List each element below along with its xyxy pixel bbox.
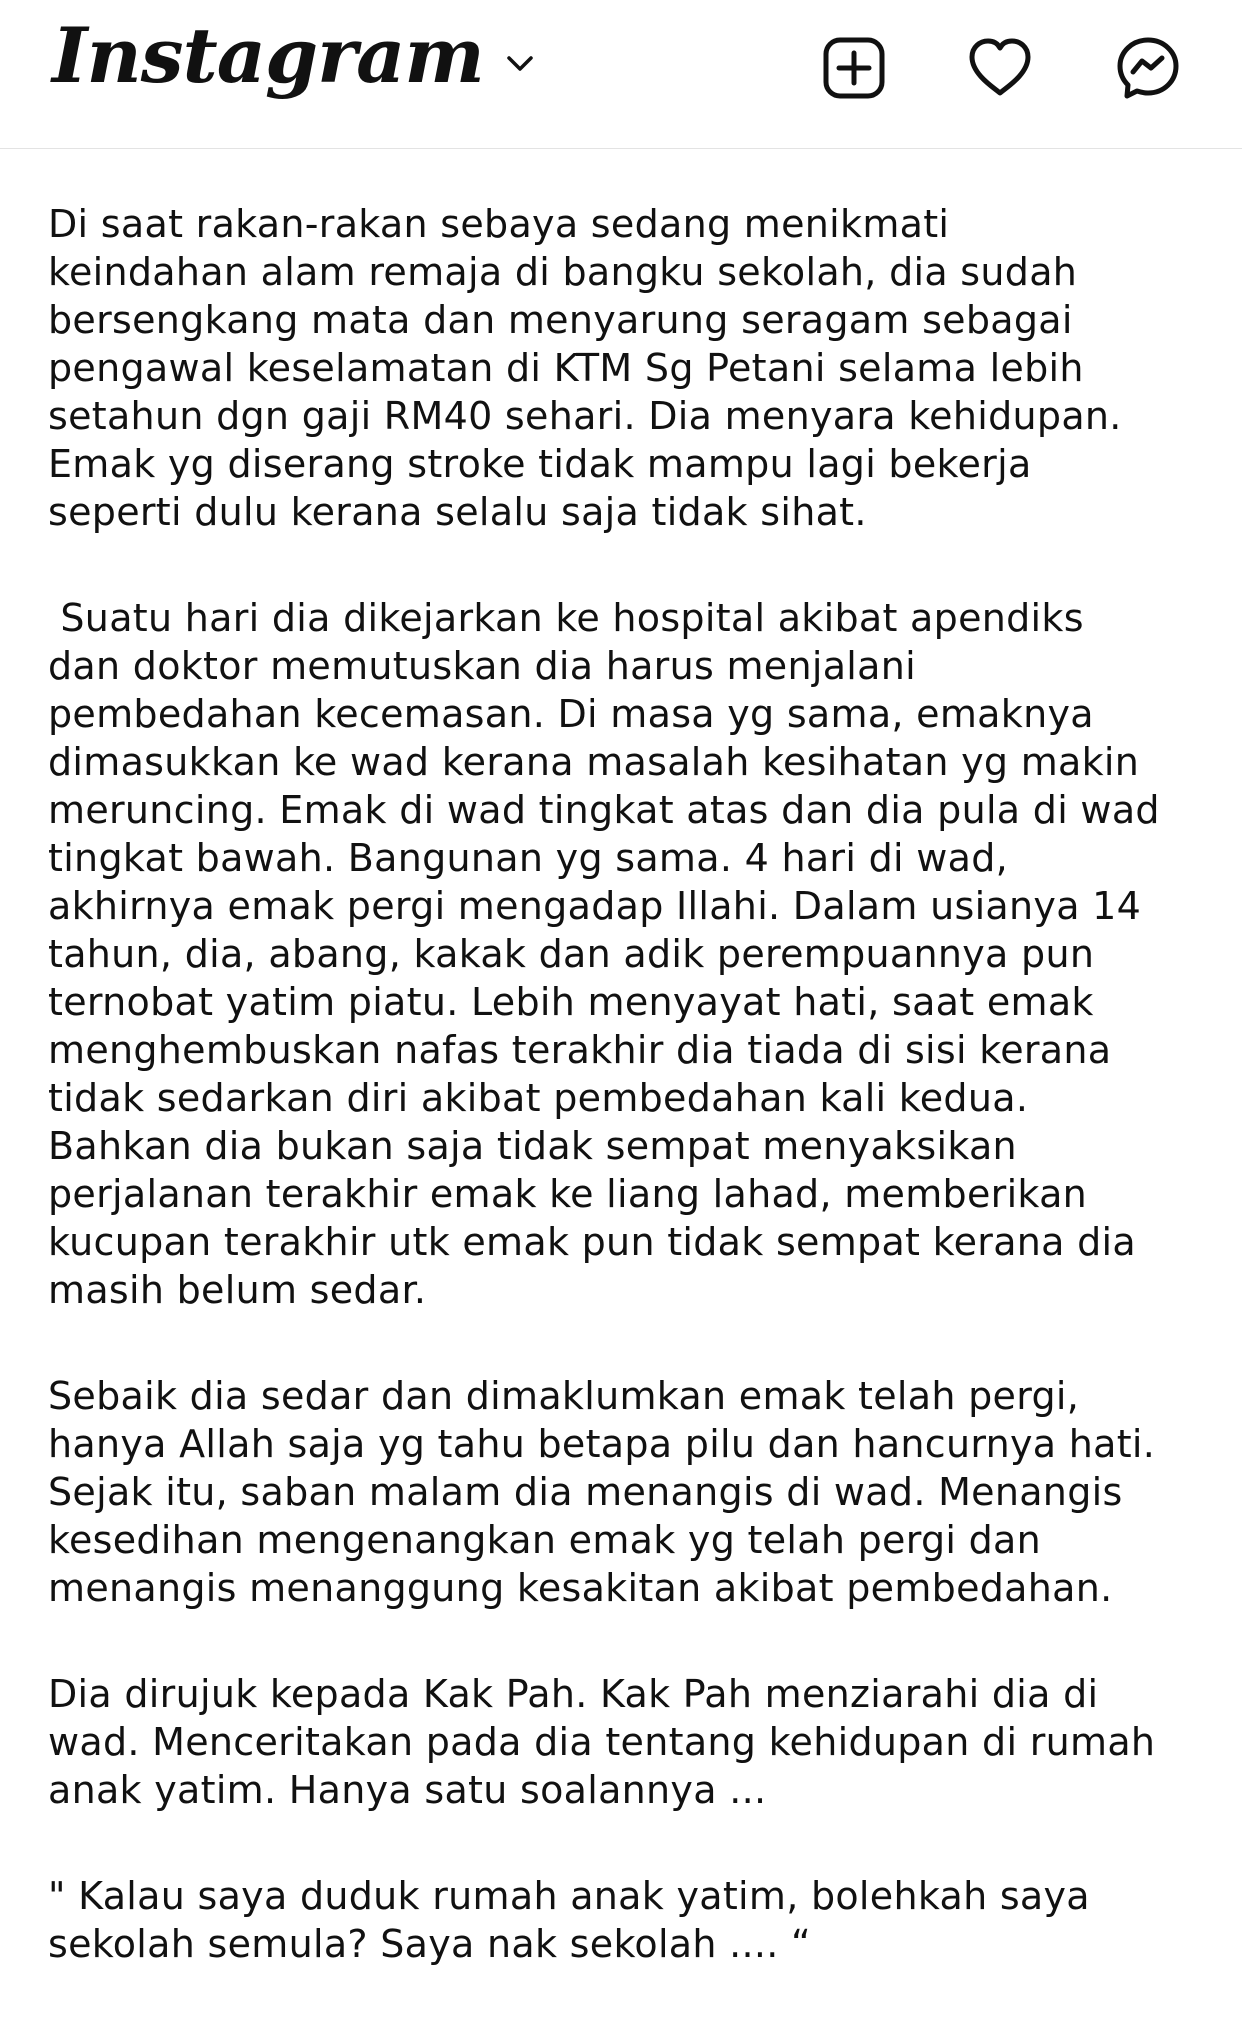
account-switcher[interactable] bbox=[52, 11, 540, 100]
messages-button[interactable] bbox=[1114, 34, 1182, 102]
new-post-icon bbox=[820, 34, 888, 102]
post-caption bbox=[48, 200, 1218, 2026]
activity-button[interactable] bbox=[966, 34, 1034, 102]
top-navigation-bar bbox=[0, 0, 1242, 149]
caption-paragraph-5: " Kalau saya duduk rumah anak yatim, bolehkah saya sekolah semula? Saya nak sekolah .... “ bbox=[48, 1874, 1090, 1966]
messenger-icon bbox=[1114, 34, 1182, 102]
chevron-down-icon[interactable] bbox=[500, 43, 540, 83]
heart-icon bbox=[966, 34, 1034, 102]
caption-paragraph-1: Di saat rakan-rakan sebaya sedang menikmati keindahan alam remaja di bangku sekolah, dia sudah bersengkang mata dan menyarung seragam sebagai pengawal keselamatan di KTM Sg Petani selama lebih setahun dgn gaji RM40 sehari. Dia menyara kehidupan. Emak yg diserang stroke tidak mampu lagi bekerja seperti dulu kerana selalu saja tidak sihat. bbox=[48, 202, 1122, 534]
caption-paragraph-3: Sebaik dia sedar dan dimaklumkan emak telah pergi, hanya Allah saja yg tahu betapa pilu dan hancurnya hati. Sejak itu, saban malam dia menangis di wad. Menangis kesedihan mengenangkan emak yg telah pergi dan menangis menanggung kesakitan akibat pembedahan. bbox=[48, 1374, 1156, 1610]
new-post-button[interactable] bbox=[820, 34, 888, 102]
caption-paragraph-4: Dia dirujuk kepada Kak Pah. Kak Pah menziarahi dia di wad. Menceritakan pada dia tentang kehidupan di rumah anak yatim. Hanya satu soalannya ... bbox=[48, 1672, 1156, 1812]
caption-paragraph-2: Suatu hari dia dikejarkan ke hospital akibat apendiks dan doktor memutuskan dia harus menjalani pembedahan kecemasan. Di masa yg sama, emaknya dimasukkan ke wad kerana masalah kesihatan yg makin meruncing. Emak di wad tingkat atas dan dia pula di wad tingkat bawah. Bangunan yg sama. 4 hari di wad, akhirnya emak pergi mengadap Illahi. Dalam usianya 14 tahun, dia, abang, kakak dan adik perempuannya pun ternobat yatim piatu. Lebih menyayat hati, saat emak menghembuskan nafas terakhir dia tiada di sisi kerana tidak sedarkan diri akibat pembedahan kali kedua. Bahkan dia bukan saja tidak sempat menyaksikan perjalanan terakhir emak ke liang lahad, memberikan kucupan terakhir utk emak pun tidak sempat kerana dia masih belum sedar. bbox=[48, 596, 1160, 1312]
instagram-logo: Instagram bbox=[52, 11, 484, 100]
